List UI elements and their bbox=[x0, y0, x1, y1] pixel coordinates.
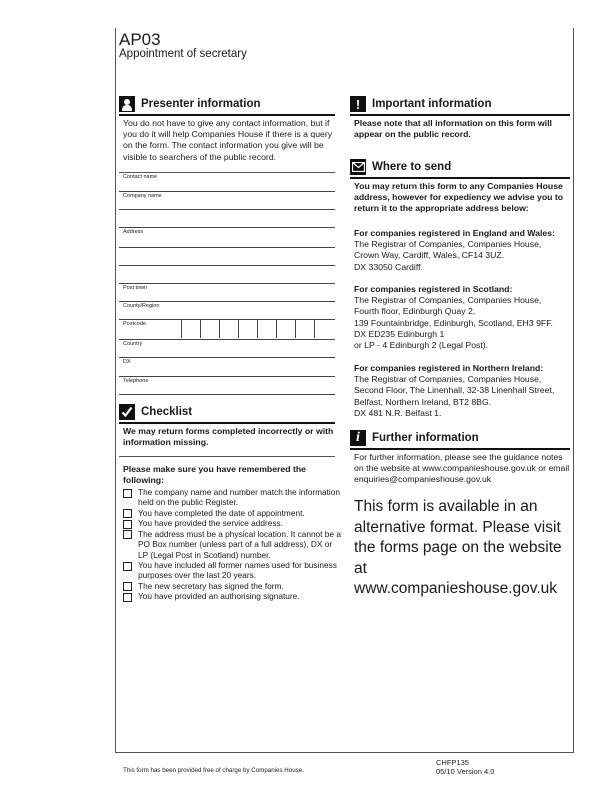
presenter-section-header bbox=[119, 95, 261, 113]
exclamation-icon: ! bbox=[350, 96, 366, 112]
checkbox[interactable] bbox=[123, 582, 132, 591]
checkbox[interactable] bbox=[123, 562, 132, 571]
further-rule bbox=[350, 448, 570, 450]
footer-free-note: This form has been provided free of charge by Companies House. bbox=[123, 767, 304, 774]
postcode-box-1[interactable] bbox=[181, 320, 200, 338]
left-margin-rule bbox=[115, 28, 116, 752]
form-reference: CHFP135 bbox=[436, 758, 469, 767]
checklist-section-header bbox=[119, 403, 192, 421]
northern-ireland-address: For companies registered in Northern Ireland: The Registrar of Companies, Companies House, Second Floor, The Linenhall, 32-38 Linenhall Street, Belfast, Northern Ireland, BT2 8BG. DX 481 N.R. Belfast 1. bbox=[354, 363, 572, 419]
country-field[interactable] bbox=[119, 339, 335, 358]
address-line-2[interactable] bbox=[119, 247, 335, 266]
checklist-item[interactable]: You have provided an authorising signature. bbox=[123, 591, 341, 602]
further-title: Further information bbox=[372, 432, 479, 444]
checklist-title: Checklist bbox=[141, 406, 193, 418]
postcode-field[interactable] bbox=[119, 319, 335, 340]
person-icon bbox=[119, 96, 135, 112]
dx-field[interactable] bbox=[119, 357, 335, 377]
postcode-box-6[interactable] bbox=[276, 320, 295, 338]
address-line-3[interactable] bbox=[119, 265, 335, 284]
checkbox[interactable] bbox=[123, 489, 132, 498]
telephone-label: Telephone bbox=[123, 378, 149, 384]
where-to-send-section-header bbox=[350, 158, 451, 176]
england-wales-heading: For companies registered in England and Wales: bbox=[354, 228, 555, 238]
footer-version-block bbox=[436, 758, 494, 776]
northern-ireland-heading: For companies registered in Northern Ireland: bbox=[354, 363, 544, 373]
checklist-item[interactable]: You have completed the date of appointment. bbox=[123, 508, 341, 519]
checklist-item[interactable]: The address must be a physical location. It cannot be a PO Box number (unless part of a full address), DX or LP (Legal Post in Scotland) number. bbox=[123, 529, 341, 560]
checklist-item[interactable]: The new secretary has signed the form. bbox=[123, 581, 341, 592]
address-field[interactable] bbox=[119, 227, 335, 248]
contact-name-field[interactable] bbox=[119, 172, 335, 192]
postcode-box-3[interactable] bbox=[219, 320, 238, 338]
postcode-label: Postcode bbox=[123, 321, 146, 327]
country-label: Country bbox=[123, 341, 143, 347]
contact-name-label: Contact name bbox=[123, 174, 158, 180]
scotland-heading: For companies registered in Scotland: bbox=[354, 284, 513, 294]
post-town-field[interactable] bbox=[119, 283, 335, 302]
important-title: Important information bbox=[372, 98, 492, 110]
further-section-header bbox=[350, 429, 479, 447]
checkbox[interactable] bbox=[123, 530, 132, 539]
form-version: 05/10 Version 4.0 bbox=[436, 767, 495, 776]
postcode-box-4[interactable] bbox=[238, 320, 257, 338]
form-title: Appointment of secretary bbox=[119, 48, 247, 60]
bottom-rule bbox=[115, 752, 574, 753]
important-rule bbox=[350, 114, 570, 116]
checklist-rule bbox=[119, 422, 335, 424]
further-text: For further information, please see the guidance notes on the website at www.companieshouse.gov.uk or email enquiries@companieshouse.gov.uk bbox=[354, 452, 570, 485]
postcode-box-2[interactable] bbox=[200, 320, 219, 338]
presenter-title: Presenter information bbox=[141, 98, 261, 110]
presenter-rule bbox=[119, 114, 335, 116]
checklist-remember: Please make sure you have remembered the following: bbox=[123, 464, 307, 486]
checklist-divider bbox=[119, 456, 335, 457]
dx-label: DX bbox=[123, 359, 131, 365]
postcode-box-5[interactable] bbox=[257, 320, 276, 338]
scotland-address: For companies registered in Scotland: The Registrar of Companies, Companies House, Fourth floor, Edinburgh Quay 2, 139 Fountainbridge, Edinburgh, Scotland, EH3 9FF. DX ED235 Edinburgh 1 or LP - 4 Edinburgh 2 (Legal Post). bbox=[354, 284, 572, 351]
telephone-field[interactable] bbox=[119, 376, 335, 395]
checkbox[interactable] bbox=[123, 520, 132, 529]
presenter-intro: You do not have to give any contact information, but if you do it will help Companies House if there is a query on the form. The contact information you give will be visible to searchers of the public record. bbox=[123, 118, 333, 162]
county-label: County/Region bbox=[123, 303, 160, 309]
checkmark-icon bbox=[119, 404, 135, 420]
where-to-send-rule bbox=[350, 177, 570, 179]
form-code: AP03 bbox=[119, 30, 161, 49]
county-field[interactable] bbox=[119, 301, 335, 320]
checkbox[interactable] bbox=[123, 509, 132, 518]
important-text: Please note that all information on this form will appear on the public record. bbox=[354, 118, 552, 140]
post-town-label: Post town bbox=[123, 285, 148, 291]
company-name-label: Company name bbox=[123, 193, 162, 199]
where-to-send-intro: You may return this form to any Companies House address, however for expediency we advise you to return it to the appropriate address below: bbox=[354, 181, 564, 214]
checklist-warning: We may return forms completed incorrectly or with information missing. bbox=[123, 426, 334, 448]
alt-format-notice: This form is available in an alternative format. Please visit the forms page on the website at www.companieshouse.gov.uk bbox=[354, 498, 562, 597]
england-wales-address: For companies registered in England and Wales: The Registrar of Companies, Companies House, Crown Way, Cardiff, Wales, CF14 3UZ. DX 33050 Cardiff. bbox=[354, 228, 572, 273]
envelope-icon bbox=[350, 159, 366, 175]
company-name-field[interactable] bbox=[119, 191, 335, 210]
right-margin-rule bbox=[573, 28, 574, 752]
postcode-box-7[interactable] bbox=[295, 320, 314, 338]
checklist-items bbox=[123, 487, 341, 602]
where-to-send-title: Where to send bbox=[372, 161, 452, 173]
company-name-line-2[interactable] bbox=[119, 209, 335, 228]
checkbox[interactable] bbox=[123, 593, 132, 602]
checklist-item[interactable]: The company name and number match the information held on the public Register. bbox=[123, 487, 341, 508]
checklist-item[interactable]: You have included all former names used for business purposes over the last 20 years. bbox=[123, 560, 341, 581]
address-label: Address bbox=[123, 229, 144, 235]
postcode-box-8[interactable] bbox=[314, 320, 333, 338]
info-icon: i bbox=[350, 430, 366, 446]
important-section-header bbox=[350, 95, 491, 113]
checklist-item[interactable]: You have provided the service address. bbox=[123, 518, 341, 529]
